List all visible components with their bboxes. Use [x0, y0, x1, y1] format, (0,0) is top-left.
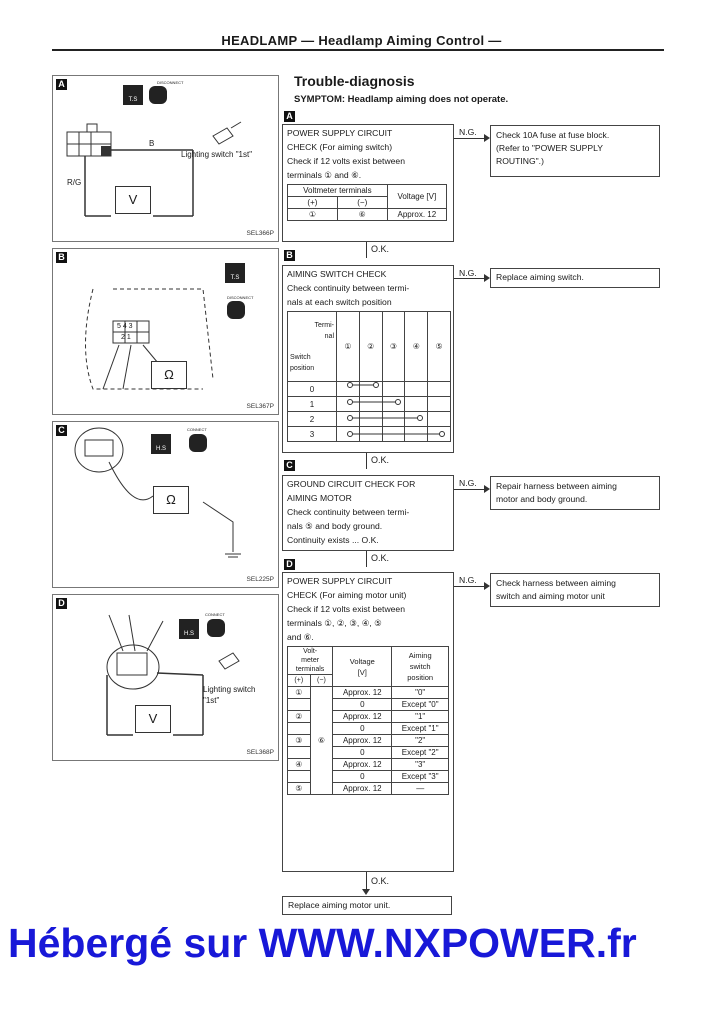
circuit-diagram-d	[53, 595, 278, 760]
ng-connector-c	[454, 489, 484, 490]
terminal-header: ①	[337, 312, 360, 382]
badge-label-2: CONNECT	[205, 612, 225, 617]
ng-label-c: N.G.	[459, 478, 477, 488]
corner-bottom-2: position	[290, 364, 315, 372]
table-cell: Approx. 12	[333, 735, 392, 747]
terminal-header: ③	[382, 312, 405, 382]
table-cell: ①	[288, 687, 311, 699]
header-line: Volt-	[303, 648, 318, 655]
table-cell	[288, 771, 311, 783]
table-cell: Except "0"	[392, 699, 449, 711]
table-cell: "3"	[392, 759, 449, 771]
header-line: Aiming	[408, 651, 432, 660]
step-c-line: Continuity exists ... O.K.	[287, 535, 379, 545]
table-cell	[288, 723, 311, 735]
step-d-line: and ⑥.	[287, 632, 314, 642]
flow-line	[366, 242, 367, 258]
switch-label: Lighting switch "1st"	[181, 150, 253, 159]
step-a-line: POWER SUPPLY CIRCUIT	[287, 128, 393, 138]
table-header: Voltage [V]	[387, 185, 446, 209]
badge-label-2: CONNECT	[187, 427, 207, 432]
terminal-header: ②	[359, 312, 382, 382]
ng-connector-b	[454, 278, 484, 279]
badge-label: H.S	[155, 446, 166, 452]
terminal-header: ⑤	[428, 312, 451, 382]
ok-label: O.K.	[371, 876, 390, 886]
table-cell: —	[392, 783, 449, 795]
table-cell: Approx. 12	[333, 687, 392, 699]
header-line: Voltage	[349, 656, 375, 666]
ok-label: O.K.	[371, 244, 390, 254]
step-d-line: CHECK (For aiming motor unit)	[287, 590, 407, 600]
table-cell: Approx. 12	[333, 711, 392, 723]
figure-panel-b	[52, 248, 279, 415]
diagnosis-title: Trouble-diagnosis	[294, 73, 415, 89]
header-rule	[52, 49, 664, 51]
page-header: HEADLAMP — Headlamp Aiming Control —	[221, 33, 502, 48]
connector-pins-top: 5 4 3	[117, 323, 133, 330]
remedy-line: Replace aiming switch.	[496, 272, 584, 282]
flow-line	[366, 453, 367, 469]
ok-label: O.K.	[371, 553, 390, 563]
position-label: 1	[288, 397, 337, 412]
header-line: switch	[409, 662, 431, 671]
final-action-text: Replace aiming motor unit.	[288, 900, 391, 910]
step-c-line: GROUND CIRCUIT CHECK FOR	[287, 479, 416, 489]
step-c-line: AIMING MOTOR	[287, 493, 352, 503]
table-cell: Approx. 12	[333, 783, 392, 795]
ng-label-b: N.G.	[459, 268, 477, 278]
table-header	[392, 647, 449, 687]
ohmmeter-icon: Ω	[151, 361, 187, 389]
panel-tag: A	[56, 79, 67, 90]
ng-connector-d	[454, 586, 484, 587]
remedy-line: switch and aiming motor unit	[496, 591, 605, 601]
remedy-b-box	[490, 268, 660, 288]
ohmmeter-icon: Ω	[153, 486, 189, 514]
step-c-line: Check continuity between termi-	[287, 507, 410, 517]
ng-connector-a	[454, 138, 484, 139]
header-line: terminals	[295, 666, 325, 673]
remedy-line: motor and body ground.	[496, 494, 588, 504]
figure-code: SEL368P	[246, 749, 274, 756]
table-cell: "0"	[392, 687, 449, 699]
arrow-down-icon	[362, 889, 370, 895]
table-cell: 0	[333, 747, 392, 759]
remedy-c-box	[490, 476, 660, 510]
corner-bottom: Switch	[290, 353, 311, 361]
step-c-box	[282, 475, 454, 551]
table-cell: ⑥	[310, 687, 333, 795]
table-header	[288, 647, 333, 675]
badge-label: T.S	[128, 97, 138, 103]
table-cell: ⑥	[337, 209, 387, 221]
step-d-line: POWER SUPPLY CIRCUIT	[287, 576, 393, 586]
watermark-text: Hébergé sur WWW.NXPOWER.fr	[8, 920, 637, 966]
step-b-line: AIMING SWITCH CHECK	[287, 269, 387, 279]
header-line: [V]	[357, 667, 367, 677]
panel-tag: C	[56, 425, 67, 436]
ok-label: O.K.	[371, 455, 390, 465]
table-cell: Except "2"	[392, 747, 449, 759]
figure-code: SEL366P	[246, 230, 274, 237]
switch-label: Lighting switch	[203, 685, 256, 694]
figure-panel-c	[52, 421, 279, 588]
step-c-line: nals ⑤ and body ground.	[287, 521, 383, 531]
symptom-text: SYMPTOM: Headlamp aiming does not operate.	[294, 94, 509, 105]
table-cell: ②	[288, 711, 311, 723]
badge-label: H.S	[183, 631, 194, 637]
step-b-line: Check continuity between termi-	[287, 283, 410, 293]
position-label: 0	[288, 382, 337, 397]
figure-code: SEL225P	[246, 576, 274, 583]
terminal-header: ④	[405, 312, 428, 382]
figure-panel-a	[52, 75, 279, 242]
continuity-marks	[282, 265, 454, 453]
remedy-a-box	[490, 125, 660, 177]
table-cell: ①	[288, 209, 338, 221]
step-d-box	[282, 572, 454, 872]
step-a-line: CHECK (For aiming switch)	[287, 142, 393, 152]
step-tag-c: C	[284, 460, 295, 471]
table-cell: ④	[288, 759, 311, 771]
table-cell: "2"	[392, 735, 449, 747]
remedy-line: (Refer to "POWER SUPPLY	[496, 143, 603, 153]
table-header: (+)	[288, 675, 311, 687]
table-cell: 0	[333, 723, 392, 735]
step-a-line: terminals ① and ⑥.	[287, 170, 362, 180]
switch-label-2: "1st"	[203, 696, 220, 705]
table-cell: "1"	[392, 711, 449, 723]
table-header: (−)	[337, 197, 387, 209]
table-cell: Approx. 12	[387, 209, 446, 221]
voltage-table	[287, 646, 449, 795]
table-cell: Approx. 12	[333, 759, 392, 771]
table-cell: ③	[288, 735, 311, 747]
remedy-d-box	[490, 573, 660, 607]
table-cell	[288, 699, 311, 711]
connector-pins-bottom: 2 1	[121, 334, 131, 341]
ng-label-a: N.G.	[459, 127, 477, 137]
table-header	[333, 647, 392, 687]
voltmeter-icon: V	[135, 705, 171, 733]
remedy-line: Check harness between aiming	[496, 578, 616, 588]
table-header: Voltmeter terminals	[288, 185, 388, 197]
remedy-line: Repair harness between aiming	[496, 481, 617, 491]
remedy-line: ROUTING".)	[496, 156, 544, 166]
wire-label-rg: R/G	[67, 178, 82, 187]
flow-line	[366, 551, 367, 567]
step-d-line: terminals ①, ②, ③, ④, ⑤	[287, 618, 382, 628]
position-label: 2	[288, 412, 337, 427]
table-cell: 0	[333, 699, 392, 711]
figure-panel-d	[52, 594, 279, 761]
step-a-box	[282, 124, 454, 242]
badge-label-2: DISCONNECT	[157, 80, 184, 85]
remedy-line: Check 10A fuse at fuse block.	[496, 130, 610, 140]
voltmeter-icon: V	[115, 186, 151, 214]
final-action-box	[282, 896, 452, 915]
panel-tag: D	[56, 598, 67, 609]
step-a-line: Check if 12 volts exist between	[287, 156, 405, 166]
corner-top: Termi-	[314, 321, 334, 329]
table-cell: ⑤	[288, 783, 311, 795]
ng-label-d: N.G.	[459, 575, 477, 585]
badge-label: T.S	[230, 275, 240, 281]
corner-top-2: nal	[324, 332, 334, 340]
table-cell: 0	[333, 771, 392, 783]
step-tag-a: A	[284, 111, 295, 122]
table-header: (−)	[310, 675, 333, 687]
table-header: (+)	[288, 197, 338, 209]
badge-label-2: DISCONNECT	[227, 295, 254, 300]
step-tag-b: B	[284, 250, 295, 261]
table-cell: Except "3"	[392, 771, 449, 783]
step-a-table	[287, 184, 447, 221]
position-label: 3	[288, 427, 337, 442]
header-line: meter	[301, 657, 320, 664]
panel-tag: B	[56, 252, 67, 263]
table-cell	[288, 747, 311, 759]
step-b-line: nals at each switch position	[287, 297, 392, 307]
step-tag-d: D	[284, 559, 295, 570]
figure-code: SEL367P	[246, 403, 274, 410]
step-d-line: Check if 12 volts exist between	[287, 604, 405, 614]
header-line: position	[407, 673, 434, 682]
circuit-diagram-b	[53, 249, 278, 414]
wire-label-b: B	[149, 139, 155, 148]
table-cell: Except "1"	[392, 723, 449, 735]
